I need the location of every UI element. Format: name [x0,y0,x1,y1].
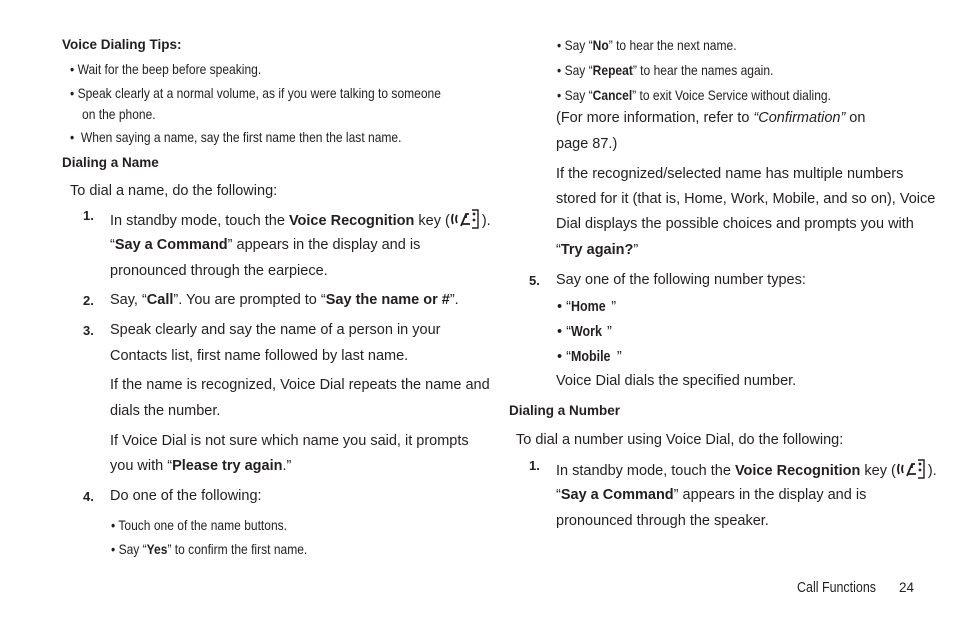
step-3-paragraph3-line2: you with “Please try again.” [110,458,292,474]
step-3-paragraph3: If Voice Dial is not sure which name you said, it prompts [110,433,469,449]
multi-numbers-line4: “Try again?” [556,242,639,258]
step-1-subtext: “Say a Command” appears in the display and is [110,237,421,253]
more-info-page: page 87.) [556,136,618,152]
dialing-a-name-heading: Dialing a Name [62,155,159,170]
step-number: 1. [529,458,540,473]
number-step-1-text: In standby mode, touch the Voice Recognition key ( ). [556,458,937,480]
step-3-paragraph2: If the name is recognized, Voice Dial repeats the name and [110,377,490,393]
tip-item: • Speak clearly at a normal volume, as if you were talking to someone [70,85,441,101]
tip-item-continued: on the phone. [82,106,156,122]
option-bullet-cancel: • Say “Cancel” to exit Voice Service without dialing. [557,87,831,103]
step-number: 2. [83,293,94,308]
dial-name-intro: To dial a name, do the following: [70,183,278,199]
number-type-item: • “Home ” [557,299,617,315]
option-bullet-no: • Say “No” to hear the next name. [557,37,737,53]
option-bullet-repeat: • Say “Repeat” to hear the names again. [557,62,774,78]
step-5-text: Say one of the following number types: [556,272,806,288]
step-4-text: Do one of the following: [110,488,262,504]
tip-item: • When saying a name, say the first name then the last name. [70,129,402,145]
dials-specified-number: Voice Dial dials the specified number. [556,373,797,389]
step-number: 1. [83,208,94,223]
step-1-text: In standby mode, touch the Voice Recognition key ( ). [110,208,491,230]
voice-recognition-key-icon [450,208,482,230]
step-number: 5. [529,273,540,288]
step-3-line2: Contacts list, first name followed by last name. [110,348,409,364]
dial-number-intro: To dial a number using Voice Dial, do the following: [516,432,844,448]
number-step-1-subtext-line2: pronounced through the speaker. [556,513,769,529]
more-info-reference: (For more information, refer to “Confirmation” on [556,110,866,126]
step-2-text: Say, “Call”. You are prompted to “Say the name or #”. [110,292,459,308]
step-1-subtext-line2: pronounced through the earpiece. [110,263,328,279]
step-number: 3. [83,323,94,338]
step-number: 4. [83,489,94,504]
number-type-item: • “Mobile ” [557,349,622,365]
footer-section-title: Call Functions [797,580,877,596]
step-4-bullet: • Say “Yes” to confirm the first name. [111,541,308,557]
multi-numbers-line2: stored for it (that is, Home, Work, Mobile, and so on), Voice [556,191,936,207]
voice-recognition-key-icon [896,458,928,480]
dialing-a-number-heading: Dialing a Number [509,403,621,418]
multi-numbers-line3: Dial displays the possible choices and prompts you with [556,216,914,232]
number-type-item: • “Work ” [557,324,612,340]
step-4-bullet: • Touch one of the name buttons. [111,517,288,533]
number-step-1-subtext: “Say a Command” appears in the display and is [556,487,867,503]
step-3-paragraph2-line2: dials the number. [110,403,221,419]
multi-numbers-line1: If the recognized/selected name has multiple numbers [556,166,904,182]
voice-dialing-tips-heading: Voice Dialing Tips: [62,37,182,52]
footer-page-number: 24 [899,580,915,595]
step-3-line1: Speak clearly and say the name of a person in your [110,322,441,338]
tip-item: • Wait for the beep before speaking. [70,61,262,77]
